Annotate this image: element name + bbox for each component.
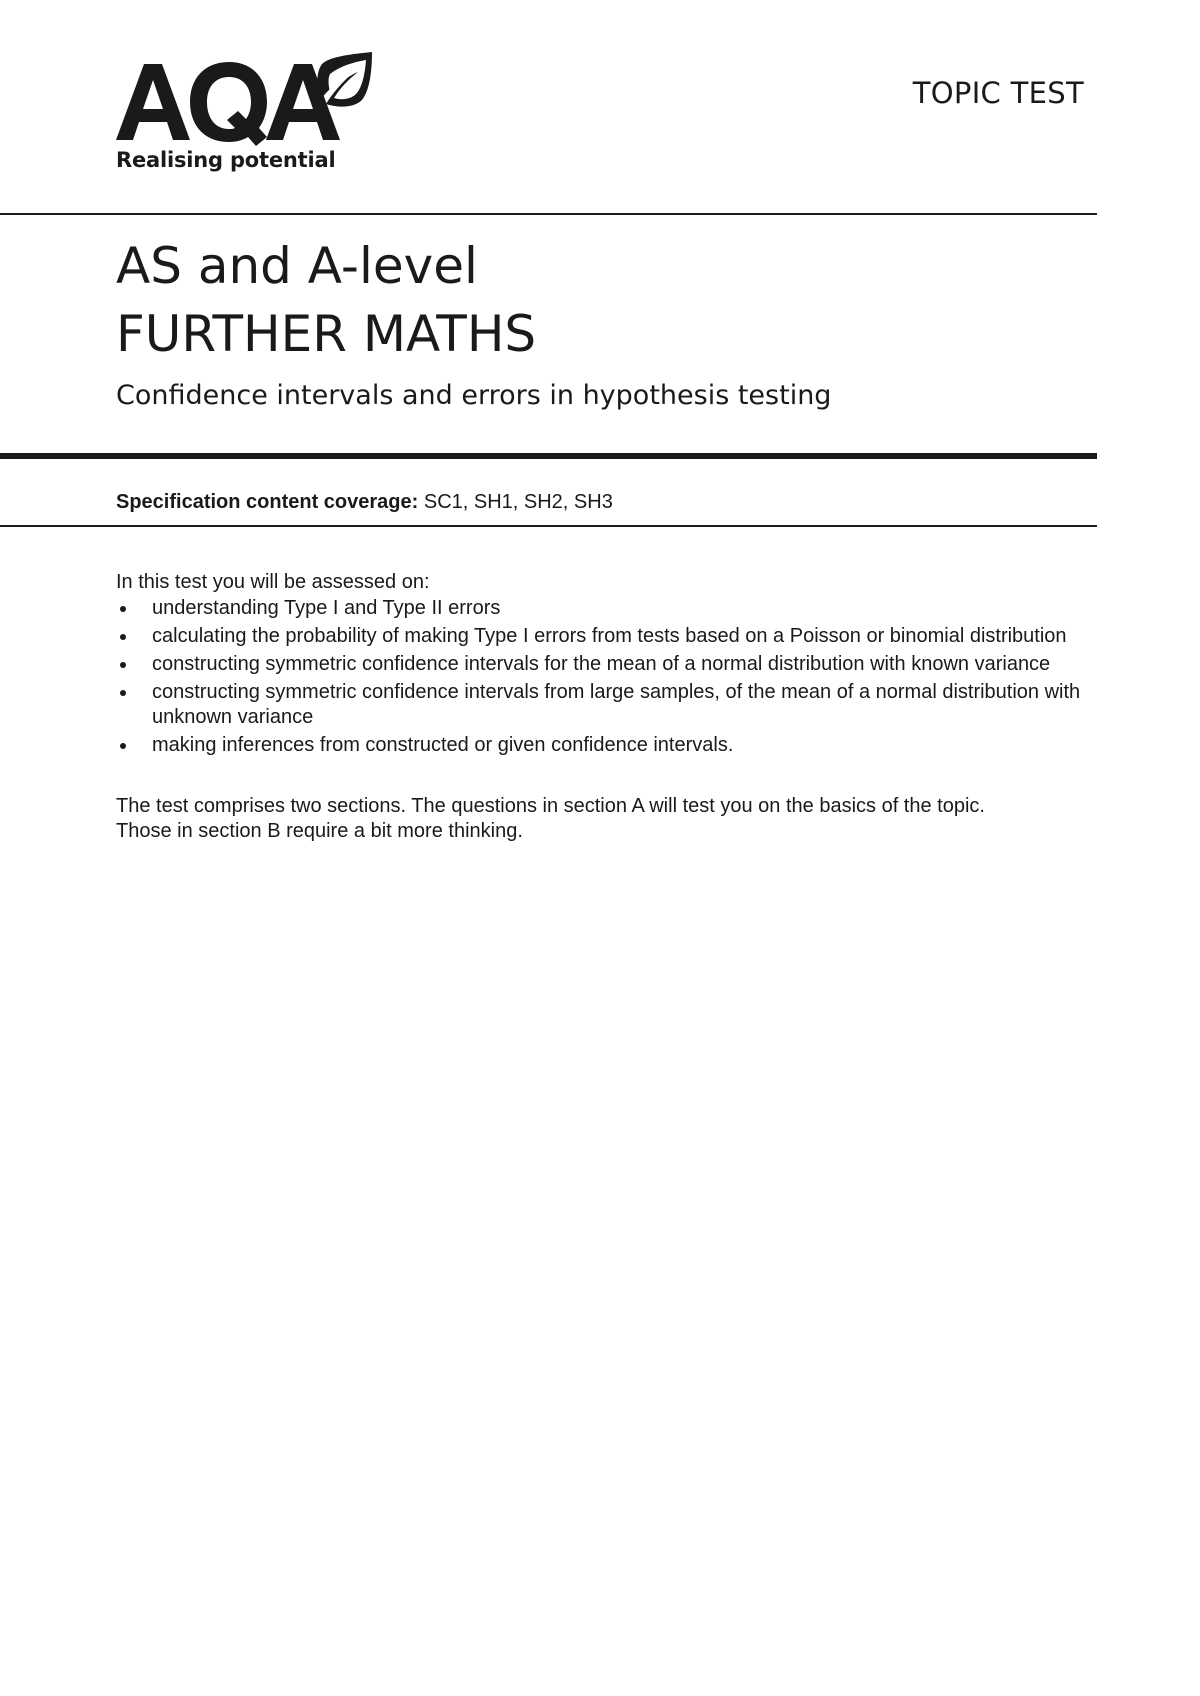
page-header <box>0 0 1200 215</box>
topic-subtitle: Confidence intervals and errors in hypothesis testing <box>116 380 832 411</box>
divider-thick <box>0 453 1097 459</box>
test-structure-note <box>116 794 1096 844</box>
list-item <box>116 596 1096 621</box>
list-item-text: understanding Type I and Type II errors <box>152 597 501 619</box>
divider-top <box>0 213 1097 215</box>
aqa-leaf-icon <box>317 52 372 107</box>
specification-value: SC1, SH1, SH2, SH3 <box>418 491 613 513</box>
test-structure-line-1: The test comprises two sections. The questions in section A will test you on the basics of the topic. <box>116 795 985 817</box>
list-item <box>116 652 1096 677</box>
list-item <box>116 733 1096 758</box>
qualification-title: AS and A-level <box>116 237 478 295</box>
bullet-icon <box>120 606 126 612</box>
assessment-list <box>116 596 1096 758</box>
list-item-text: constructing symmetric confidence intervals from large samples, of the mean of a normal distribution with unknown variance <box>152 681 1081 728</box>
list-item <box>116 624 1096 649</box>
assessment-intro: In this test you will be assessed on: <box>116 571 430 593</box>
list-item-text: calculating the probability of making Type I errors from tests based on a Poisson or binomial distribution <box>152 625 1067 647</box>
specification-label: Specification content coverage: <box>116 491 419 513</box>
specification-coverage <box>116 488 613 516</box>
title-block <box>116 232 1096 416</box>
logo-tagline: Realising potential <box>116 148 336 172</box>
list-item-text: making inferences from constructed or given confidence intervals. <box>152 734 734 756</box>
aqa-logo-wordmark <box>116 52 386 147</box>
test-structure-line-2: Those in section B require a bit more thinking. <box>116 820 523 842</box>
document-type-label: TOPIC TEST <box>912 76 1084 110</box>
divider-bottom <box>0 525 1097 527</box>
list-item <box>116 680 1096 730</box>
list-item-text: constructing symmetric confidence intervals for the mean of a normal distribution with known variance <box>152 653 1051 675</box>
aqa-logo <box>116 52 386 177</box>
bullet-icon <box>120 743 126 749</box>
bullet-icon <box>120 662 126 668</box>
assessment-content <box>116 570 1096 844</box>
bullet-icon <box>120 634 126 640</box>
bullet-icon <box>120 690 126 696</box>
subject-title: FURTHER MATHS <box>116 305 537 363</box>
